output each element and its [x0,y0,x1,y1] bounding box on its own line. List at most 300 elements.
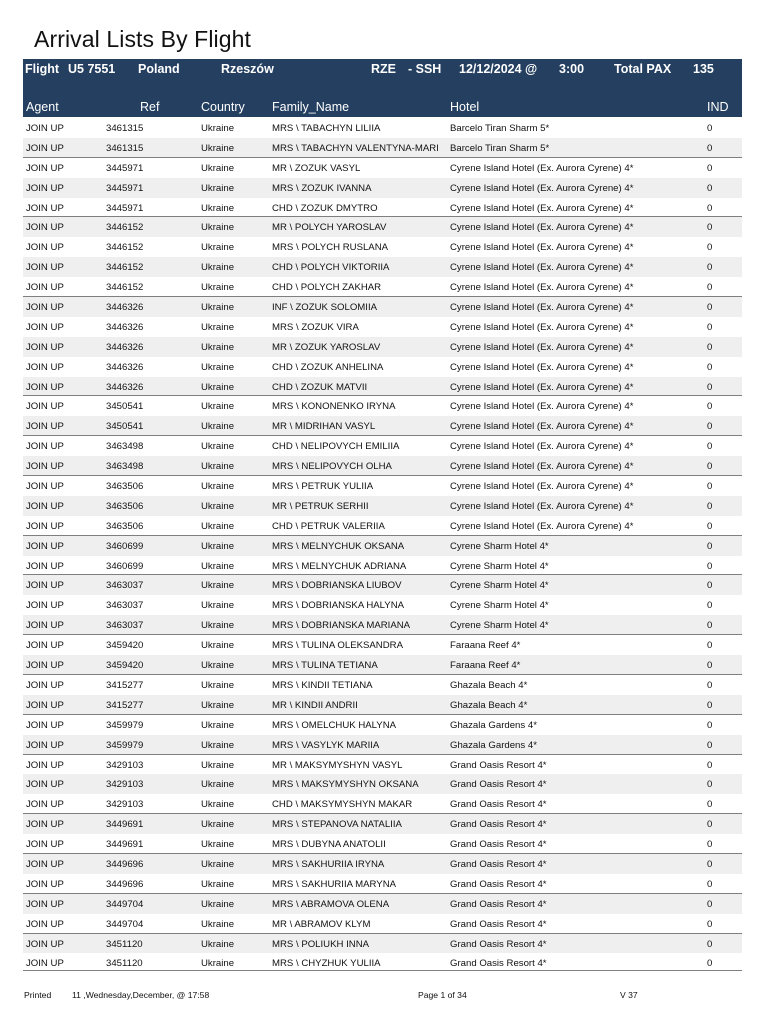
cell-agent: JOIN UP [26,739,64,751]
table-row [23,914,742,934]
cell-country: Ukraine [201,242,235,254]
cell-ref: 3446152 [106,282,144,294]
cell-country: Ukraine [201,202,235,214]
cell-agent: JOIN UP [26,401,64,413]
cell-hotel: Cyrene Island Hotel (Ex. Aurora Cyrene) 4* [450,401,634,413]
cell-ind: 0 [707,500,713,512]
cell-ind: 0 [707,640,713,652]
table-row [23,416,742,436]
cell-family-name: MRS \ CHYZHUK YULIIA [272,958,381,970]
footer-printed-value: 11 ,Wednesday,December, @ 17:58 [72,990,210,1000]
cell-ref: 3463506 [106,481,144,493]
cell-ref: 3449696 [106,858,144,870]
footer-version: V 37 [620,990,638,1000]
cell-agent: JOIN UP [26,799,64,811]
cell-agent: JOIN UP [26,242,64,254]
cell-agent: JOIN UP [26,679,64,691]
table-row [23,715,742,735]
cell-family-name: MRS \ MAKSYMYSHYN OKSANA [272,779,419,791]
table-row [23,496,742,516]
footer-printed-label: Printed [24,990,52,1000]
table-row [23,695,742,715]
cell-family-name: MRS \ TABACHYN VALENTYNA-MARI [272,142,439,154]
cell-family-name: MRS \ NELIPOVYCH OLHA [272,461,392,473]
cell-hotel: Grand Oasis Resort 4* [450,898,547,910]
cell-agent: JOIN UP [26,759,64,771]
cell-country: Ukraine [201,142,235,154]
cell-ref: 3449704 [106,918,144,930]
cell-hotel: Cyrene Island Hotel (Ex. Aurora Cyrene) 4* [450,182,634,194]
table-row [23,934,742,954]
cell-ref: 3459420 [106,640,144,652]
cell-ref: 3463506 [106,520,144,532]
table-row [23,337,742,357]
cell-agent: JOIN UP [26,202,64,214]
table-row [23,874,742,894]
cell-hotel: Grand Oasis Resort 4* [450,799,547,811]
flight-label: Flight [25,62,60,76]
cell-hotel: Grand Oasis Resort 4* [450,918,547,930]
cell-ind: 0 [707,202,713,214]
cell-ind: 0 [707,302,713,314]
cell-agent: JOIN UP [26,321,64,333]
cell-ind: 0 [707,441,713,453]
cell-ind: 0 [707,878,713,890]
cell-ref: 3460699 [106,540,144,552]
table-row [23,237,742,257]
cell-agent: JOIN UP [26,779,64,791]
cell-ind: 0 [707,142,713,154]
cell-ref: 3463506 [106,500,144,512]
cell-hotel: Cyrene Island Hotel (Ex. Aurora Cyrene) 4* [450,242,634,254]
cell-country: Ukraine [201,282,235,294]
cell-agent: JOIN UP [26,123,64,134]
cell-agent: JOIN UP [26,898,64,910]
cell-hotel: Grand Oasis Resort 4* [450,878,547,890]
cell-country: Ukraine [201,441,235,453]
cell-ind: 0 [707,321,713,333]
cell-family-name: CHD \ ZOZUK ANHELINA [272,361,384,373]
cell-ind: 0 [707,958,713,970]
arrival-list-table [23,118,742,973]
cell-family-name: MRS \ PETRUK YULIIA [272,481,374,493]
cell-agent: JOIN UP [26,142,64,154]
cell-country: Ukraine [201,302,235,314]
cell-family-name: CHD \ POLYCH ZAKHAR [272,282,382,294]
route-to: - SSH [408,62,442,76]
cell-hotel: Ghazala Beach 4* [450,699,528,711]
cell-ind: 0 [707,381,713,393]
cell-country: Ukraine [201,421,235,433]
cell-ref: 3461315 [106,123,144,134]
table-row [23,138,742,158]
cell-ind: 0 [707,938,713,950]
cell-hotel: Cyrene Island Hotel (Ex. Aurora Cyrene) 4* [450,461,634,473]
cell-ref: 3445971 [106,162,144,174]
table-row [23,675,742,695]
cell-family-name: MRS \ ZOZUK IVANNA [272,182,372,194]
cell-hotel: Cyrene Island Hotel (Ex. Aurora Cyrene) 4* [450,481,634,493]
cell-hotel: Grand Oasis Resort 4* [450,759,547,771]
column-header-ref: Ref [140,100,160,114]
route-from: RZE [371,62,396,76]
cell-hotel: Cyrene Island Hotel (Ex. Aurora Cyrene) 4* [450,520,634,532]
cell-hotel: Cyrene Island Hotel (Ex. Aurora Cyrene) 4* [450,282,634,294]
cell-country: Ukraine [201,858,235,870]
cell-country: Ukraine [201,660,235,672]
cell-hotel: Cyrene Island Hotel (Ex. Aurora Cyrene) 4* [450,421,634,433]
cell-ref: 3415277 [106,699,144,711]
cell-family-name: MRS \ POLIUKH INNA [272,938,370,950]
column-header-hotel: Hotel [450,100,480,114]
cell-family-name: MRS \ STEPANOVA NATALIIA [272,819,402,831]
cell-ref: 3451120 [106,958,143,970]
table-row [23,158,742,178]
table-row [23,357,742,377]
cell-ref: 3463498 [106,461,144,473]
table-row [23,854,742,874]
flight-country: Poland [138,62,180,76]
cell-ind: 0 [707,779,713,791]
cell-ind: 0 [707,481,713,493]
cell-agent: JOIN UP [26,699,64,711]
cell-family-name: MRS \ ABRAMOVA OLENA [272,898,390,910]
cell-hotel: Grand Oasis Resort 4* [450,819,547,831]
cell-ref: 3446152 [106,222,144,234]
table-row [23,277,742,297]
cell-ref: 3449691 [106,839,144,851]
cell-country: Ukraine [201,461,235,473]
cell-country: Ukraine [201,878,235,890]
cell-ind: 0 [707,242,713,254]
cell-agent: JOIN UP [26,620,64,632]
cell-family-name: MRS \ SAKHURIIA IRYNA [272,858,385,870]
cell-country: Ukraine [201,719,235,731]
cell-ind: 0 [707,361,713,373]
cell-agent: JOIN UP [26,540,64,552]
cell-hotel: Grand Oasis Resort 4* [450,779,547,791]
cell-family-name: INF \ ZOZUK SOLOMIIA [272,302,378,314]
cell-agent: JOIN UP [26,262,64,274]
cell-agent: JOIN UP [26,500,64,512]
cell-agent: JOIN UP [26,560,64,572]
cell-ind: 0 [707,282,713,294]
cell-ref: 3446152 [106,242,144,254]
cell-agent: JOIN UP [26,958,64,970]
column-header-agent: Agent [26,100,59,114]
cell-hotel: Barcelo Tiran Sharm 5* [450,142,550,154]
cell-country: Ukraine [201,222,235,234]
cell-country: Ukraine [201,381,235,393]
cell-family-name: MR \ ZOZUK YAROSLAV [272,341,381,353]
cell-ind: 0 [707,461,713,473]
cell-hotel: Cyrene Island Hotel (Ex. Aurora Cyrene) 4* [450,361,634,373]
cell-hotel: Faraana Reef 4* [450,660,521,672]
cell-country: Ukraine [201,918,235,930]
cell-hotel: Cyrene Sharm Hotel 4* [450,600,549,612]
cell-country: Ukraine [201,958,235,970]
cell-country: Ukraine [201,361,235,373]
cell-agent: JOIN UP [26,361,64,373]
cell-country: Ukraine [201,819,235,831]
cell-family-name: MRS \ DOBRIANSKA LIUBOV [272,580,402,592]
cell-country: Ukraine [201,481,235,493]
cell-country: Ukraine [201,401,235,413]
table-row [23,735,742,755]
cell-country: Ukraine [201,679,235,691]
total-pax-label: Total PAX [614,62,672,76]
table-row [23,536,742,556]
cell-family-name: MR \ PETRUK SERHII [272,500,369,512]
table-row [23,476,742,496]
cell-ind: 0 [707,839,713,851]
cell-family-name: CHD \ MAKSYMYSHYN MAKAR [272,799,413,811]
cell-ref: 3463498 [106,441,144,453]
cell-agent: JOIN UP [26,600,64,612]
table-row [23,755,742,775]
cell-ind: 0 [707,262,713,274]
cell-agent: JOIN UP [26,282,64,294]
cell-agent: JOIN UP [26,441,64,453]
cell-agent: JOIN UP [26,918,64,930]
table-row [23,794,742,814]
table-row [23,396,742,416]
flight-time: 3:00 [559,62,585,76]
cell-country: Ukraine [201,799,235,811]
cell-ref: 3463037 [106,600,144,612]
table-row [23,257,742,277]
cell-ref: 3449696 [106,878,144,890]
cell-hotel: Barcelo Tiran Sharm 5* [450,123,550,134]
cell-agent: JOIN UP [26,421,64,433]
table-row [23,595,742,615]
flight-city: Rzeszów [221,62,274,76]
cell-country: Ukraine [201,898,235,910]
cell-family-name: MRS \ ZOZUK VIRA [272,321,359,333]
cell-family-name: MRS \ KONONENKO IRYNA [272,401,396,413]
table-row [23,317,742,337]
cell-family-name: MRS \ SAKHURIIA MARYNA [272,878,397,890]
cell-family-name: MRS \ TABACHYN LILIIA [272,123,381,134]
cell-ind: 0 [707,799,713,811]
cell-hotel: Cyrene Island Hotel (Ex. Aurora Cyrene) 4* [450,500,634,512]
table-row [23,436,742,456]
cell-family-name: CHD \ ZOZUK DMYTRO [272,202,378,214]
cell-ind: 0 [707,182,713,194]
table-row [23,814,742,834]
cell-family-name: MRS \ DUBYNA ANATOLII [272,839,386,851]
table-row [23,834,742,854]
cell-country: Ukraine [201,839,235,851]
cell-agent: JOIN UP [26,461,64,473]
cell-hotel: Cyrene Island Hotel (Ex. Aurora Cyrene) 4* [450,302,634,314]
cell-country: Ukraine [201,162,235,174]
cell-agent: JOIN UP [26,719,64,731]
page-title: Arrival Lists By Flight [34,26,252,52]
cell-ind: 0 [707,162,713,174]
cell-ind: 0 [707,520,713,532]
cell-hotel: Cyrene Island Hotel (Ex. Aurora Cyrene) 4* [450,222,634,234]
table-row [23,655,742,675]
cell-family-name: MRS \ TULINA TETIANA [272,660,378,672]
cell-ref: 3429103 [106,799,144,811]
cell-hotel: Cyrene Island Hotel (Ex. Aurora Cyrene) 4* [450,381,634,393]
table-row [23,178,742,198]
cell-ind: 0 [707,600,713,612]
cell-ref: 3415277 [106,679,144,691]
cell-ref: 3446326 [106,341,144,353]
cell-family-name: MRS \ OMELCHUK HALYNA [272,719,397,731]
cell-hotel: Cyrene Sharm Hotel 4* [450,560,549,572]
cell-country: Ukraine [201,699,235,711]
cell-agent: JOIN UP [26,182,64,194]
cell-ind: 0 [707,341,713,353]
cell-country: Ukraine [201,600,235,612]
cell-agent: JOIN UP [26,878,64,890]
table-row [23,297,742,317]
cell-ind: 0 [707,560,713,572]
cell-ind: 0 [707,898,713,910]
table-row [23,118,742,138]
cell-family-name: MR \ KINDII ANDRII [272,699,358,711]
cell-hotel: Grand Oasis Resort 4* [450,858,547,870]
cell-hotel: Cyrene Sharm Hotel 4* [450,540,549,552]
cell-ind: 0 [707,719,713,731]
cell-agent: JOIN UP [26,858,64,870]
cell-country: Ukraine [201,540,235,552]
flight-number: U5 7551 [68,62,116,76]
cell-country: Ukraine [201,640,235,652]
cell-agent: JOIN UP [26,520,64,532]
table-row [23,615,742,635]
cell-country: Ukraine [201,341,235,353]
cell-agent: JOIN UP [26,341,64,353]
cell-ind: 0 [707,759,713,771]
cell-agent: JOIN UP [26,381,64,393]
cell-ind: 0 [707,123,713,134]
table-row [23,894,742,914]
flight-date: 12/12/2024 @ [459,62,538,76]
cell-hotel: Cyrene Sharm Hotel 4* [450,620,549,632]
cell-ref: 3460699 [106,560,144,572]
cell-family-name: MR \ ABRAMOV KLYM [272,918,371,930]
cell-hotel: Faraana Reef 4* [450,640,521,652]
cell-country: Ukraine [201,560,235,572]
cell-ref: 3450541 [106,401,144,413]
table-row [23,456,742,476]
cell-ref: 3446326 [106,321,144,333]
cell-country: Ukraine [201,759,235,771]
cell-country: Ukraine [201,123,235,134]
cell-country: Ukraine [201,520,235,532]
cell-hotel: Cyrene Island Hotel (Ex. Aurora Cyrene) 4* [450,162,634,174]
cell-ind: 0 [707,739,713,751]
cell-ref: 3446326 [106,381,144,393]
cell-hotel: Ghazala Gardens 4* [450,719,537,731]
cell-agent: JOIN UP [26,819,64,831]
cell-agent: JOIN UP [26,580,64,592]
cell-family-name: CHD \ POLYCH VIKTORIIA [272,262,390,274]
cell-family-name: MR \ POLYCH YAROSLAV [272,222,387,234]
cell-ind: 0 [707,660,713,672]
cell-agent: JOIN UP [26,660,64,672]
cell-ref: 3446326 [106,302,144,314]
cell-hotel: Grand Oasis Resort 4* [450,938,547,950]
cell-agent: JOIN UP [26,839,64,851]
cell-ind: 0 [707,918,713,930]
cell-hotel: Ghazala Beach 4* [450,679,528,691]
cell-agent: JOIN UP [26,222,64,234]
cell-ind: 0 [707,699,713,711]
cell-family-name: MR \ MIDRIHAN VASYL [272,421,376,433]
cell-family-name: MRS \ KINDII TETIANA [272,679,373,691]
cell-ref: 3446152 [106,262,144,274]
cell-ref: 3459979 [106,719,144,731]
cell-agent: JOIN UP [26,938,64,950]
cell-ref: 3449704 [106,898,144,910]
cell-ref: 3429103 [106,779,144,791]
cell-hotel: Grand Oasis Resort 4* [450,839,547,851]
cell-family-name: CHD \ NELIPOVYCH EMILIIA [272,441,400,453]
cell-family-name: MR \ ZOZUK VASYL [272,162,361,174]
cell-country: Ukraine [201,182,235,194]
cell-ind: 0 [707,421,713,433]
cell-ref: 3450541 [106,421,144,433]
cell-ref: 3463037 [106,580,144,592]
table-row [23,774,742,794]
cell-hotel: Cyrene Island Hotel (Ex. Aurora Cyrene) 4* [450,262,634,274]
cell-family-name: MRS \ POLYCH RUSLANA [272,242,389,254]
cell-family-name: MRS \ DOBRIANSKA HALYNA [272,600,405,612]
cell-family-name: MRS \ TULINA OLEKSANDRA [272,640,403,652]
cell-hotel: Grand Oasis Resort 4* [450,958,547,970]
cell-ind: 0 [707,679,713,691]
table-row [23,217,742,237]
column-header-country: Country [201,100,245,114]
cell-ref: 3459420 [106,660,144,672]
cell-hotel: Cyrene Island Hotel (Ex. Aurora Cyrene) 4* [450,321,634,333]
cell-hotel: Cyrene Island Hotel (Ex. Aurora Cyrene) 4* [450,441,634,453]
cell-country: Ukraine [201,779,235,791]
cell-family-name: MR \ MAKSYMYSHYN VASYL [272,759,403,771]
cell-ref: 3449691 [106,819,144,831]
cell-family-name: MRS \ DOBRIANSKA MARIANA [272,620,411,632]
cell-ref: 3429103 [106,759,144,771]
cell-ref: 3445971 [106,202,144,214]
table-row [23,198,742,218]
cell-ref: 3463037 [106,620,144,632]
cell-ind: 0 [707,222,713,234]
cell-family-name: MRS \ VASYLYK MARIIA [272,739,380,751]
table-bottom-rule [23,970,742,971]
cell-ind: 0 [707,401,713,413]
cell-hotel: Cyrene Island Hotel (Ex. Aurora Cyrene) 4* [450,341,634,353]
cell-country: Ukraine [201,739,235,751]
cell-ind: 0 [707,540,713,552]
table-row [23,575,742,595]
cell-ind: 0 [707,819,713,831]
cell-hotel: Cyrene Island Hotel (Ex. Aurora Cyrene) 4* [450,202,634,214]
cell-agent: JOIN UP [26,302,64,314]
cell-ind: 0 [707,620,713,632]
cell-country: Ukraine [201,938,235,950]
cell-agent: JOIN UP [26,481,64,493]
cell-hotel: Ghazala Gardens 4* [450,739,537,751]
cell-ref: 3445971 [106,182,144,194]
cell-country: Ukraine [201,580,235,592]
cell-agent: JOIN UP [26,640,64,652]
cell-country: Ukraine [201,500,235,512]
